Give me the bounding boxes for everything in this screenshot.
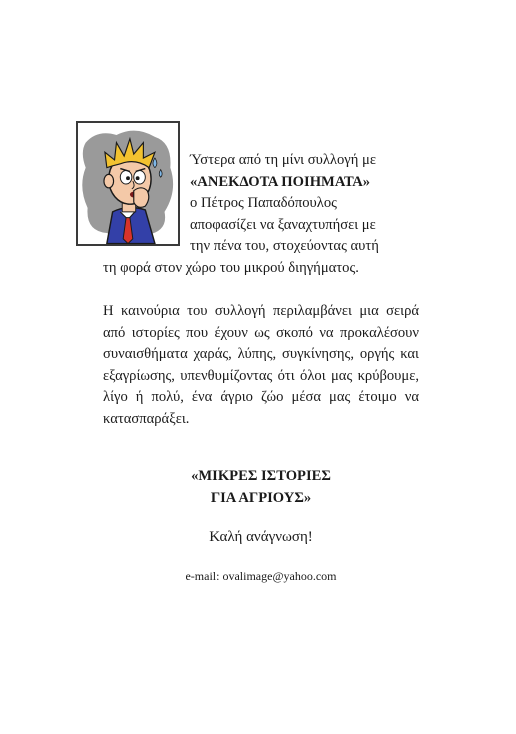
intro-text [103, 150, 419, 279]
book-title-line-1: «ΜΙΚΡΕΣ ΙΣΤΟΡΙΕΣ [191, 468, 331, 484]
intro-line-2: «ΑΝΕΚΔΟΤΑ ΠΟΙΗΜΑΤΑ» [190, 173, 371, 190]
email-contact: e-mail: ovalimage@yahoo.com [185, 569, 337, 583]
intro-line-5: την πένα του, στοχεύοντας αυτή [190, 238, 379, 254]
intro-line-3: ο Πέτρος Παπαδόπουλος [190, 195, 337, 211]
greeting-text: Καλή ανάγνωση! [209, 529, 313, 545]
book-title [103, 466, 419, 509]
intro-line-6: τη φορά στον χώρο του μικρού διηγήματος. [103, 259, 359, 276]
intro-line-1: Ύστερα από τη μίνι συλλογή με [190, 152, 376, 168]
description-paragraph: Η καινούρια του συλλογή περιλαμβάνει μια σειρά από ιστορίες που έχουν ως σκοπό να προκαλέσουν συναισθήματα χαράς, λύπης, συγκίνησης, οργής και εξαγρίωσης, υπενθυμίζοντας ότι όλοι μας κρύβουμε, λίγο ή πολύ, ένα άγριο ζώο μέσα μας έτοιμο να κατασπαράξει. [103, 303, 419, 427]
book-title-line-2: ΓΙΑ ΑΓΡΙΟΥΣ» [210, 489, 312, 506]
intro-line-4: αποφασίζει να ξαναχτυπήσει με [190, 216, 376, 233]
